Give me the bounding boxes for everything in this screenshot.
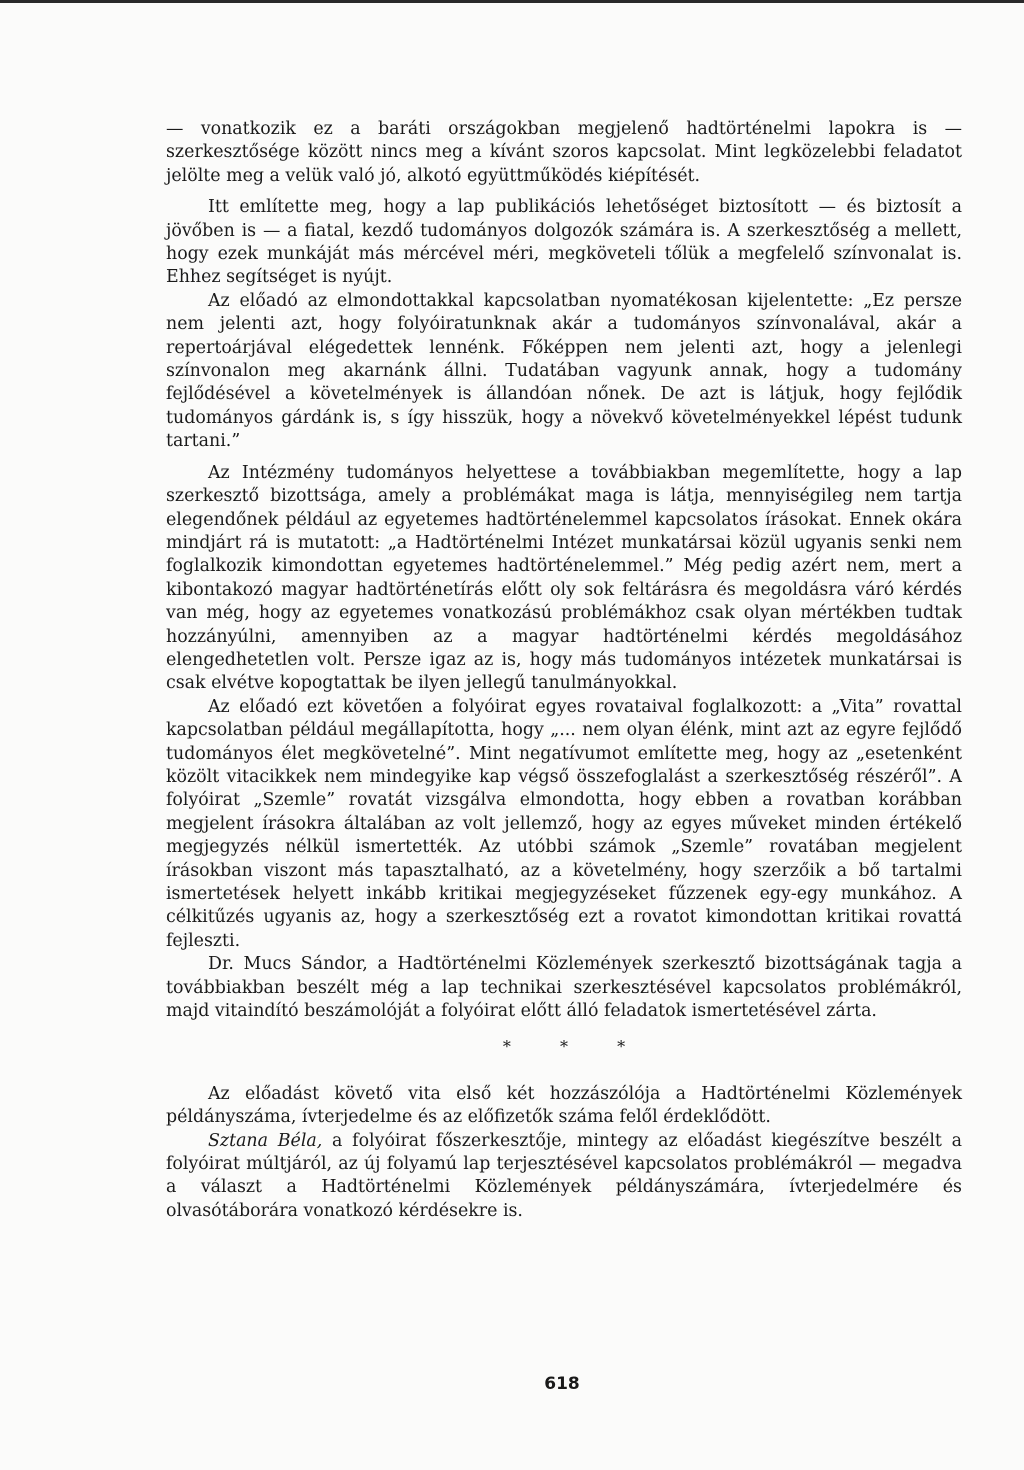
speaker-name: Sztana Béla, [208, 1130, 323, 1151]
paragraph-8 [166, 1130, 962, 1224]
paragraph-5: Az előadó ezt követően a folyóirat egyes rovataival foglalkozott: a „Vita” rovattal kapcsolatban például megállapította, hogy „... nem olyan élénk, mint azt az egyre fejlődő tudományos élet megkövetelné”. Mint negatívumot említette meg, hogy az „esetenként közölt vitacikkek nem mindegyike kap végső összefoglalást a szerkesztőség részéről”. A folyóirat „Szemle” rovatát vizsgálva elmondotta, hogy ebben a rovatban korábban megjelent írásokra általában az volt jellemző, hogy az egyes műveket minden értékelő megjegyzés nélkül ismertették. Az utóbbi számok „Szemle” rovatában megjelent írásokban viszont más tapasztalható, az a követelmény, hogy szerzőik a bő tartalmi ismertetések helyett inkább kritikai megjegyzéseket fűzzenek egy-egy munkához. A célkitűzés ugyanis az, hogy a szerkesztőség ezt a rovatot kimondottan kritikai rovattá fejleszti. [166, 696, 962, 951]
paragraph-8-text: a folyóirat főszerkesztője, mintegy az előadást kiegészítve beszélt a folyóirat múltjáról, az új folyamú lap terjesztésével kapcsolatos problémákról — megadva a választ a Hadtörténelmi Közlemények példányszámára, ívterjedelmére és olvasótáborára vonatkozó kérdésekre is. [166, 1130, 962, 1221]
paragraph-3: Az előadó az elmondottakkal kapcsolatban nyomatékosan kijelentette: „Ez persze nem jelenti azt, hogy folyóiratunknak akár a tudományos színvonalával, akár a repertoárjával elégedettek lennénk. Főképpen nem jelenti azt, hogy a jelenlegi színvonalon meg akarnánk állni. Tudatában vagyunk annak, hogy a tudomány fejlődésével a követelmények is állandóan nőnek. De azt is látjuk, hogy fejlődik tudományos gárdánk is, s így hisszük, hogy a növekvő követelményekkel lépést tudunk tartani.” [166, 290, 962, 452]
top-edge-rule [0, 0, 1024, 3]
paragraph-2: Itt említette meg, hogy a lap publikációs lehetőséget biztosított — és biztosít a jövőben is — a fiatal, kezdő tudományos dolgozók számára is. A szerkesztőség a mellett, hogy ezek munkáját más mércével méri, megköveteli tőlük a megfelelő színvonalat is. Ehhez segítséget is nyújt. [166, 197, 962, 288]
paragraph-1: — vonatkozik ez a baráti országokban megjelenő hadtörténelmi lapokra is — szerkesztősége között nincs meg a kívánt szoros kapcsolat. Mint legközelebbi feladatot jelölte meg a velük való jó, alkotó együttműködés kiépítését. [166, 119, 962, 186]
paragraph-7: Az előadást követő vita első két hozzászólója a Hadtörténelmi Közlemények példányszáma, ívterjedelme és az előfizetők száma felől érdeklődött. [166, 1083, 962, 1128]
page-number: 618 [544, 1374, 580, 1394]
body-text [166, 118, 962, 1223]
paragraph-6: Dr. Mucs Sándor, a Hadtörténelmi Közlemények szerkesztő bizottságának tagja a továbbiakban beszélt még a lap technikai szerkesztésével kapcsolatos problémákról, majd vitaindító beszámolóját a folyóirat előtt álló feladatok ismertetésével zárta. [166, 954, 962, 1022]
section-separator: * * * [502, 1037, 648, 1057]
paragraph-4: Az Intézmény tudományos helyettese a továbbiakban megemlítette, hogy a lap szerkesztő bizottsága, amely a problémákat maga is látja, mennyiségileg nem tartja elegendőnek például az egyetemes hadtörténelemmel kapcsolatos írásokat. Ennek okára mindjárt rá is mutatott: „a Hadtörténelmi Intézet munkatársai közül ugyanis senki nem foglalkozik kimondottan egyetemes hadtörténelemmel.” Még pedig azért nem, mert a kibontakozó magyar hadtörténetírás előtt oly sok feltárásra és megoldásra váró kérdés van még, hogy az egyetemes vonatkozású problémákhoz csak olyan mértékben tudtak hozzányúlni, amennyiben az a magyar hadtörténelmi kérdés megoldásához elengedhetetlen volt. Persze igaz az is, hogy más tudományos intézetek munkatársai is csak elvétve kopogtattak be ilyen jellegű tanulmányokkal. [166, 462, 962, 694]
